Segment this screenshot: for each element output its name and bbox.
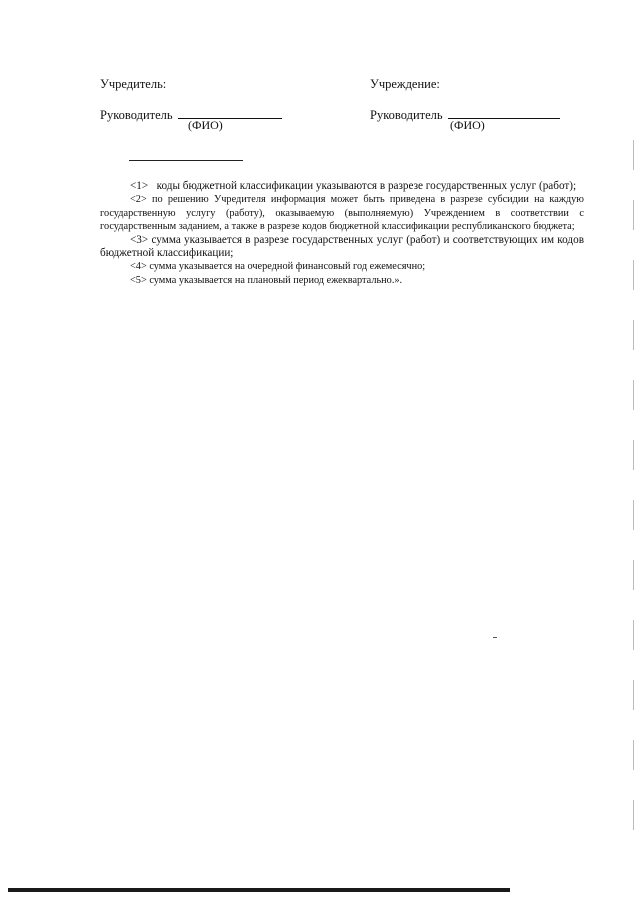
founder-title: Учредитель: <box>100 77 167 91</box>
footnote-1 <box>100 180 584 193</box>
institution-fio-label: (ФИО) <box>450 118 485 132</box>
footnote-marker: <2> <box>130 194 147 206</box>
footnotes <box>100 180 584 287</box>
footnote-text: сумма указывается на очередной финансовый год ежемесячно; <box>149 261 426 273</box>
footnote-marker: <5> <box>130 274 147 286</box>
footnote-marker: <4> <box>130 261 147 273</box>
footnote-4 <box>100 260 584 273</box>
scan-speck <box>493 637 497 638</box>
institution-title: Учреждение: <box>370 77 440 91</box>
footnote-text: коды бюджетной классификации указываются в разрезе государственных услуг (работ); <box>156 180 577 192</box>
footnote-3 <box>100 234 584 261</box>
footnote-separator <box>129 160 243 161</box>
footnote-5 <box>100 274 584 287</box>
founder-fio-label: (ФИО) <box>188 118 223 132</box>
footnote-text: по решению Учредителя информация может быть приведена в разрезе субсидии на каждую государственную услугу (работу), оказываемую (выполняемую) Учреждением в соответствии с государственным заданием, а также в разрезе кодов бюджетной классификации республиканского бюджета; <box>100 194 584 233</box>
footnote-marker: <1> <box>130 180 149 192</box>
founder-head-label: Руководитель <box>100 108 173 122</box>
scan-bottom-bar <box>8 888 510 892</box>
institution-head-label: Руководитель <box>370 108 443 122</box>
scan-edge-artifact <box>633 140 634 830</box>
footnote-text: сумма указывается на плановый период ежеквартально.». <box>149 274 403 286</box>
footnote-marker: <3> <box>130 233 149 246</box>
footnote-2 <box>100 193 584 233</box>
footnote-text: сумма указывается в разрезе государственных услуг (работ) и соответствующих им кодов бюджетной классификации; <box>100 233 585 260</box>
